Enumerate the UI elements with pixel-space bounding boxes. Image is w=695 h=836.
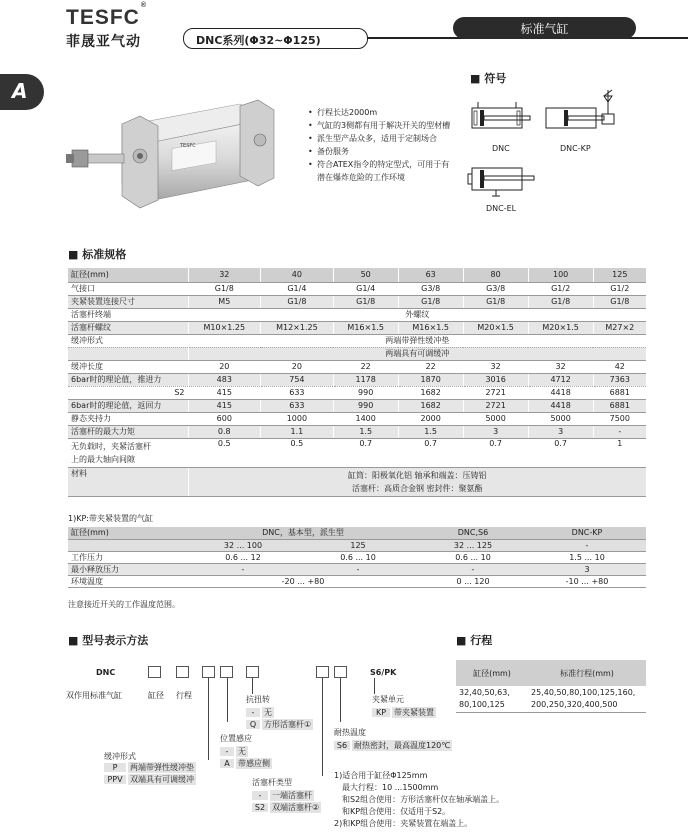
spec-row-cushion: 缓冲形式 两端带弹性缓冲垫 [68, 334, 646, 347]
kp-footnote: 注意接近开关的工作温度范围。 [68, 600, 180, 609]
position-sensing-option: - 无 [220, 746, 248, 757]
connector-line [374, 678, 375, 694]
spec-header-cell: 50 [333, 268, 398, 282]
heat-option: S6 耐热密封，最高温度120℃ [334, 740, 452, 751]
series-title: DNC系列(Φ32~Φ125) [183, 28, 368, 49]
spec-row-advance-force: 6bar时的理论值，推进力 483 754 1178 1870 3016 4712 7363 [68, 373, 646, 386]
code-box-sensing [220, 666, 233, 678]
code-box-cushion [202, 666, 215, 678]
code-box-heat [334, 666, 347, 678]
connector-line [340, 678, 341, 722]
spec-row-port: 气接口 G1/8 G1/4 G1/4 G3/8 G3/8 G1/2 G1/2 [68, 282, 646, 295]
spec-row-max-torque: 活塞杆的最大力矩 0.8 1.1 1.5 1.5 3 3 - [68, 425, 646, 438]
dnc-kp-symbol-label: DNC-KP [560, 144, 591, 153]
clamping-option: KP 带夹紧装置 [372, 707, 436, 718]
model-notes: 1)适合用于缸径Φ125mm 最大行程：10 ...1500mm 和S2组合使用：方形活塞杆仅在轴承端盖上。 和KP组合使用：仅适用于S2。 2)和KP组合使用：夹紧装置在端盖上。 [334, 771, 505, 828]
rod-type-option: S2 双端活塞杆② [252, 802, 321, 813]
dnc-symbol [470, 100, 542, 136]
spec-header-cell: 125 [593, 268, 646, 282]
spec-row-advance-force-s2: S2 415 633 990 1682 2721 4418 6881 [68, 386, 646, 399]
feature-item: • 备份服务 [308, 145, 478, 158]
cushion-option: PPV 双端具有可调缓冲 [104, 774, 196, 785]
spec-row-return-force: 6bar时的理论值，返回力 415 633 990 1682 2721 4418 6881 [68, 399, 646, 412]
spec-table-header [68, 268, 646, 282]
feature-item: • 行程长达2000m [308, 106, 478, 119]
spec-row-axial-play: 无负载时，夹紧活塞杆 上的最大轴向间隙 0.5 0.5 0.7 0.7 0.7 0.7 1 [68, 438, 646, 467]
code-box-bore [148, 666, 161, 678]
kp-table-subheader: 32 ... 100 125 32 ... 125 - [68, 539, 646, 551]
spec-header-cell: 63 [398, 268, 463, 282]
spec-header-cell: 32 [188, 268, 261, 282]
anti-rotation-option: - 无 [246, 707, 274, 718]
stroke-table-header: 缸径(mm) 标准行程(mm) [456, 660, 646, 686]
label-stroke: 行程 [176, 691, 192, 700]
feature-item: • 符合ATEX指令的特定型式，可用于有 [308, 158, 478, 171]
model-section-title: ■ 型号表示方法 [68, 634, 149, 647]
connector-line [322, 678, 323, 776]
kp-row-min-release: 最小释放压力 - - - 3 [68, 563, 646, 575]
model-suffix: S6/PK [370, 668, 397, 677]
model-prefix: DNC [96, 668, 116, 677]
connector-line [227, 678, 228, 722]
dnc-el-symbol-label: DNC-EL [486, 204, 517, 213]
kp-table [68, 527, 646, 588]
code-box-rod [316, 666, 329, 678]
code-box-stroke [176, 666, 189, 678]
spec-header-cell: 40 [261, 268, 334, 282]
position-sensing-option: A 带感应侧 [220, 758, 272, 769]
spec-row-rod-thread: 活塞杆螺纹 M10×1.25 M12×1.25 M16×1.5 M16×1.5 M20×1.5 M20×1.5 M27×2 [68, 321, 646, 334]
kp-table-header: 缸径(mm) DNC，基本型，派生型 DNC,S6 DNC-KP [68, 527, 646, 539]
anti-rotation-title: 抗扭转 [246, 695, 270, 704]
position-sensing-title: 位置感应 [220, 734, 252, 743]
dnc-symbol-label: DNC [492, 144, 510, 153]
cushion-option: P 两端带弹性缓冲垫 [104, 762, 196, 773]
spec-row-material: 材料 缸筒：阳极氧化铝 轴承和端盖：压铸铝 活塞杆：高质合金钢 密封件：聚氨酯 [68, 467, 646, 496]
photo-label-text: TESFC [180, 143, 196, 149]
kp-note: 1)KP:带夹紧装置的气缸 [68, 514, 153, 523]
cushion-title: 缓冲形式 [104, 752, 136, 761]
spec-row-cushion-length: 缓冲长度 20 20 22 22 32 32 42 [68, 360, 646, 373]
brand-logo: TESFC® [66, 2, 148, 29]
rod-type-option: - 一端活塞杆 [252, 790, 314, 801]
feature-item: • 气缸的3侧都有用于解决开关的型材槽 [308, 119, 478, 132]
spec-row-static-holding: 静态夹持力 600 1000 1400 2000 5000 5000 7500 [68, 412, 646, 425]
spec-table [68, 268, 646, 497]
spec-row-clamp-conn: 夹紧装置连接尺寸 M5 G1/8 G1/8 G1/8 G1/8 G1/8 G1/8 [68, 295, 646, 308]
label-double-acting: 双作用标准气缸 [66, 691, 122, 700]
feature-list [308, 106, 478, 184]
kp-row-working-pressure: 工作压力 0.6 ... 12 0.6 ... 10 0.6 ... 10 1.5 ... 10 [68, 551, 646, 563]
category-tab: 标准气缸 [453, 17, 636, 39]
anti-rotation-option: Q 方形活塞杆① [246, 719, 313, 730]
spec-row-rod-end: 活塞杆终端 外螺纹 [68, 308, 646, 321]
clamping-title: 夹紧单元 [372, 695, 404, 704]
dnc-el-symbol [466, 160, 546, 200]
spec-header-cell: 缸径(mm) [68, 268, 188, 282]
section-side-tab: A [0, 74, 44, 110]
kp-row-ambient-temp: 环境温度 -20 ... +80 0 ... 120 -10 ... +80 [68, 575, 646, 587]
cylinder-product-photo [62, 96, 284, 214]
heat-title: 耐热温度 [334, 728, 366, 737]
feature-item-continued: 潜在爆炸危险的工作环境 [317, 173, 405, 182]
stroke-section-title: ■ 行程 [456, 634, 493, 647]
spec-header-cell: 80 [463, 268, 528, 282]
code-box-rotation [246, 666, 259, 678]
connector-line [252, 678, 253, 694]
dnc-kp-symbol [544, 88, 626, 136]
label-bore: 缸径 [148, 691, 164, 700]
feature-item: • 派生型产品众多，适用于定制场合 [308, 132, 478, 145]
rod-type-title: 活塞杆类型 [252, 778, 292, 787]
connector-line [208, 678, 209, 760]
brand-chinese-name: 菲晟亚气动 [66, 34, 141, 50]
spec-row-cushion-2: 两端具有可调缓冲 [68, 347, 646, 360]
symbols-heading: ■ 符号 [470, 72, 507, 85]
spec-section-title: ■ 标准规格 [68, 248, 127, 261]
stroke-table [456, 660, 646, 713]
stroke-table-row: 32,40,50,63, 80,100,125 25,40,50,80,100,125,160, 200,250,320,400,500 [456, 686, 646, 713]
spec-header-cell: 100 [528, 268, 593, 282]
